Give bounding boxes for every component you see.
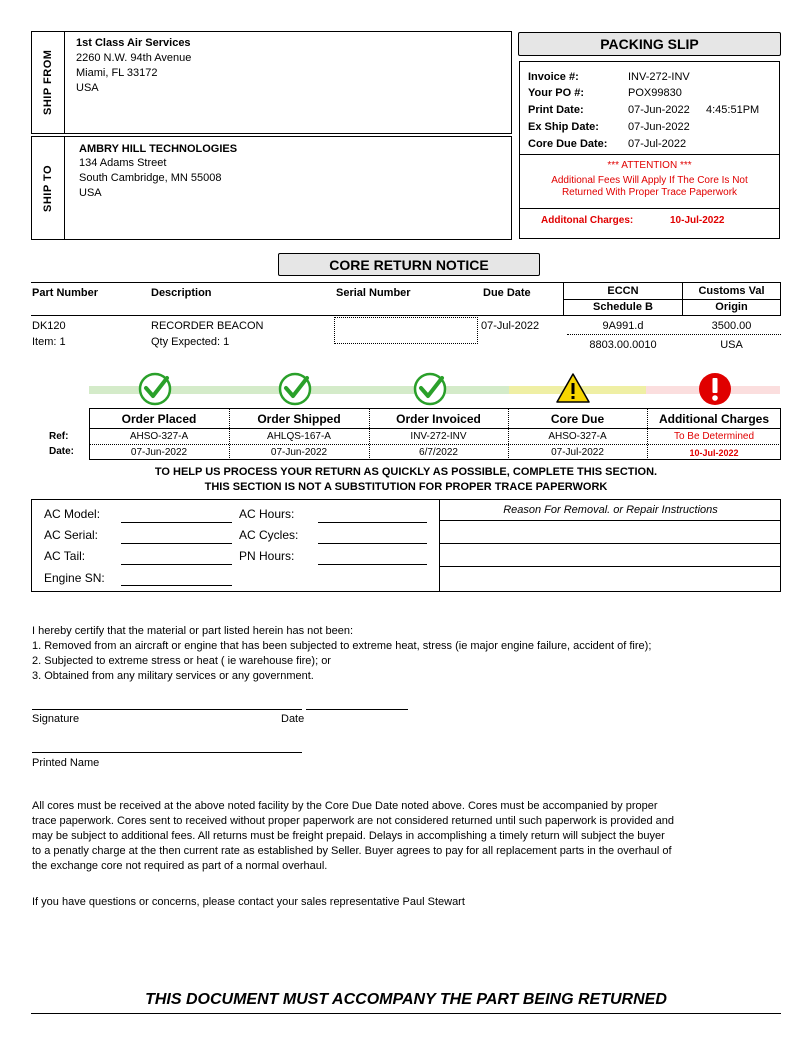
cert-item2: 2. Subjected to extreme stress or heat ( ie warehouse fire); or	[32, 655, 331, 667]
ac-tail-field[interactable]	[121, 564, 232, 565]
header-eccn: ECCN	[607, 285, 639, 297]
step-date-order-shipped: 07-Jun-2022	[270, 447, 328, 458]
step-name-core-due: Core Due	[550, 412, 605, 426]
terms-line2: trace paperwork. Cores sent to received without proper paperwork are not considered returned until such paperwork is provided and	[32, 815, 675, 827]
invoice-value: INV-272-INV	[628, 71, 690, 83]
row-part-number: DK120	[32, 320, 66, 332]
step-date-additional-charges: 10-Jul-2022	[689, 448, 739, 458]
signature-label: Signature	[32, 713, 80, 725]
printed-name-field[interactable]	[32, 752, 302, 753]
step-ref-core-due: AHSO-327-A	[548, 431, 607, 442]
instructions-line2: THIS SECTION IS NOT A SUBSTITUTION FOR PROPER TRACE PAPERWORK	[204, 481, 608, 493]
footer-rule	[31, 1013, 781, 1014]
footer-notice: THIS DOCUMENT MUST ACCOMPANY THE PART BEING RETURNED	[145, 991, 667, 1008]
ac-serial-field[interactable]	[121, 543, 232, 544]
step-ref-order-placed: AHSO-327-A	[129, 431, 189, 442]
add-charges-label: Additonal Charges:	[541, 215, 634, 226]
engine-sn-label: Engine SN:	[44, 571, 105, 585]
status-mid-border	[89, 444, 781, 445]
header-schedule-b: Schedule B	[593, 301, 653, 313]
ship-from-label: SHIP FROM	[42, 49, 54, 116]
reason-header: Reason For Removal. or Repair Instructions	[503, 504, 718, 516]
header-customs-val: Customs Val	[698, 285, 765, 297]
check-icon	[412, 371, 448, 407]
ship-to-label: SHIP TO	[42, 164, 54, 212]
printed-name-label: Printed Name	[32, 757, 100, 769]
invoice-label: Invoice #:	[528, 71, 579, 83]
ac-tail-label: AC Tail:	[44, 549, 86, 563]
core-due-label: Core Due Date:	[528, 138, 608, 150]
exship-label: Ex Ship Date:	[528, 121, 599, 133]
cert-item3: 3. Obtained from any military services or any government.	[32, 670, 314, 682]
row-description: RECORDER BEACON	[151, 320, 264, 332]
ship-to-line2: South Cambridge, MN 55008	[79, 172, 222, 184]
step-date-order-placed: 07-Jun-2022	[130, 447, 188, 458]
ship-to-name: AMBRY HILL TECHNOLOGIES	[79, 143, 238, 155]
ship-to-line3: USA	[79, 187, 102, 199]
warning-icon	[555, 372, 591, 404]
cert-item1: 1. Removed from an aircraft or engine that has been subjected to extreme heat, stress (ie major engine failure, accident of fire);	[32, 640, 652, 652]
row-origin: USA	[720, 339, 743, 351]
contact-text: If you have questions or concerns, please contact your sales representative Paul Stewart	[32, 896, 465, 908]
step-name-order-shipped: Order Shipped	[257, 412, 341, 426]
signature-date-label: Date	[281, 713, 305, 725]
row-dotted-sep	[567, 334, 781, 335]
date-label: Date:	[49, 446, 75, 457]
exship-value: 07-Jun-2022	[628, 121, 690, 133]
check-icon	[277, 371, 313, 407]
row-item: Item: 1	[32, 336, 66, 348]
ship-from-divider	[64, 31, 65, 134]
table-header-bottom	[31, 315, 781, 316]
signature-field[interactable]	[32, 709, 302, 710]
instructions-line1: TO HELP US PROCESS YOUR RETURN AS QUICKLY AS POSSIBLE, COMPLETE THIS SECTION.	[154, 466, 658, 478]
row-eccn: 9A991.d	[602, 320, 644, 332]
ship-to-line1: 134 Adams Street	[79, 157, 167, 169]
print-date-label: Print Date:	[528, 104, 584, 116]
alert-icon	[697, 371, 733, 407]
packing-divider-1	[519, 154, 780, 155]
print-date-value: 07-Jun-2022	[628, 104, 690, 116]
ship-from-line2: Miami, FL 33172	[76, 67, 158, 79]
ship-to-divider	[64, 136, 65, 240]
core-return-title: CORE RETURN NOTICE	[278, 253, 540, 276]
terms-line1: All cores must be received at the above noted facility by the Core Due Date noted above. Cores must be accompanied by proper	[32, 800, 658, 812]
ac-hours-field[interactable]	[318, 522, 427, 523]
ac-cycles-field[interactable]	[318, 543, 427, 544]
packing-divider-2	[519, 208, 780, 209]
step-ref-order-shipped: AHLQS-167-A	[267, 431, 331, 442]
attention-line2: Returned With Proper Trace Paperwork	[561, 187, 738, 198]
step-ref-additional-charges: To Be Determined	[673, 431, 755, 442]
core-due-value: 07-Jul-2022	[628, 138, 687, 150]
ship-from-name: 1st Class Air Services	[76, 37, 191, 49]
status-header-border	[89, 428, 781, 429]
print-time-value: 4:45:51PM	[706, 104, 760, 116]
header-mid-border	[563, 299, 781, 300]
header-due-date: Due Date	[483, 287, 531, 299]
header-serial-number: Serial Number	[336, 287, 411, 299]
ac-cycles-label: AC Cycles:	[239, 528, 299, 542]
attention-title: *** ATTENTION ***	[607, 160, 692, 171]
terms-line5: the exchange core not required as part of a normal overhaul.	[32, 860, 328, 872]
step-date-core-due: 07-Jul-2022	[551, 447, 604, 458]
step-date-order-invoiced: 6/7/2022	[419, 447, 458, 458]
reason-input-area[interactable]	[441, 521, 780, 591]
step-name-additional-charges: Additional Charges	[658, 412, 769, 426]
po-value: POX99830	[628, 87, 682, 99]
ac-model-label: AC Model:	[44, 507, 101, 521]
ref-label: Ref:	[49, 431, 69, 442]
ship-from-line3: USA	[76, 82, 99, 94]
ac-model-field[interactable]	[121, 522, 232, 523]
row-schedule-b: 8803.00.0010	[589, 339, 657, 351]
po-label: Your PO #:	[528, 87, 585, 99]
serial-number-input-box[interactable]	[334, 317, 478, 344]
terms-line3: may be subject to additional fees. All returns must be freight prepaid. Delays in accomplishing a timely return will subject the buyer	[32, 830, 665, 842]
header-description: Description	[151, 287, 212, 299]
row-qty: Qty Expected: 1	[151, 336, 230, 348]
cert-intro: I hereby certify that the material or part listed herein has not been:	[32, 625, 354, 637]
check-icon	[137, 371, 173, 407]
packing-slip-title: PACKING SLIP	[518, 32, 781, 56]
step-name-order-invoiced: Order Invoiced	[396, 412, 481, 426]
engine-sn-field[interactable]	[121, 585, 232, 586]
ac-serial-label: AC Serial:	[44, 528, 99, 542]
add-charges-value: 10-Jul-2022	[670, 215, 725, 226]
row-due-date: 07-Jul-2022	[481, 320, 540, 332]
step-ref-order-invoiced: INV-272-INV	[410, 431, 467, 442]
pn-hours-field[interactable]	[318, 564, 427, 565]
pn-hours-label: PN Hours:	[239, 549, 295, 563]
date-field[interactable]	[306, 709, 408, 710]
ac-hours-label: AC Hours:	[239, 507, 295, 521]
header-part-number: Part Number	[32, 287, 99, 299]
ship-from-line1: 2260 N.W. 94th Avenue	[76, 52, 192, 64]
header-origin: Origin	[715, 301, 748, 313]
terms-line4: to a penatly charge at the then current rate as established by Seller. Buyer agrees to pay for all replacement parts in the overhaul of	[32, 845, 672, 857]
row-customs-val: 3500.00	[711, 320, 752, 332]
attention-line1: Additional Fees Will Apply If The Core Is Not	[551, 175, 748, 186]
table-top-border	[31, 282, 781, 283]
step-name-order-placed: Order Placed	[121, 412, 197, 426]
